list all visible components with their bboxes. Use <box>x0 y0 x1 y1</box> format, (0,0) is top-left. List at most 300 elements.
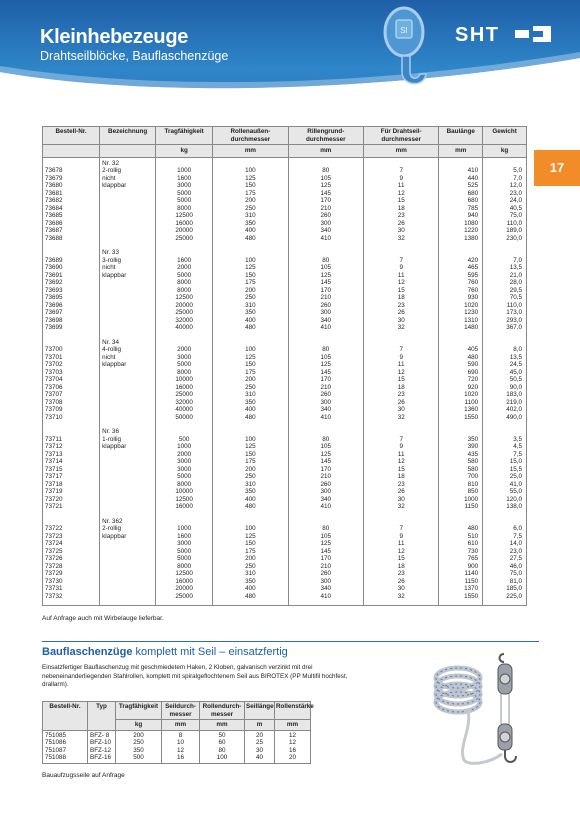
svg-text:SI: SI <box>400 26 408 35</box>
cell <box>439 157 483 247</box>
rollenaussendurchmesser: 480 <box>245 324 256 331</box>
gewicht: 7,0 <box>513 256 522 264</box>
bezeichnung: klappbar <box>102 271 127 279</box>
baulaenge: 595 <box>467 271 479 279</box>
gewicht: 14,0 <box>509 540 522 547</box>
bestell-nr: 73711 <box>45 435 63 443</box>
table-row <box>43 426 527 516</box>
baulaenge: 785 <box>467 204 479 212</box>
crane-hook-icon <box>372 0 442 100</box>
bezeichnung: Nr. 36 <box>102 428 119 435</box>
rillengrunddurchmesser: 300 <box>320 398 332 406</box>
drahtseildurchmesser: 9 <box>399 443 403 450</box>
drahtseildurchmesser: 18 <box>397 562 405 570</box>
rollendurchmesser: 50 <box>218 731 226 739</box>
tragfaehigkeit: 200 <box>133 731 144 739</box>
note-wirbelauge: Auf Anfrage auch mit Wirbelauge lieferbar. <box>42 615 164 622</box>
spacer <box>158 428 210 436</box>
drahtseildurchmesser: 12 <box>397 189 405 197</box>
drahtseildurchmesser: 32 <box>397 592 405 600</box>
baulaenge: 680 <box>467 189 479 197</box>
cell <box>43 730 88 763</box>
logo-mark-icon <box>515 26 551 42</box>
rillengrunddurchmesser: 260 <box>320 391 332 398</box>
rollenaussendurchmesser: 200 <box>245 286 256 294</box>
product-group <box>43 426 527 516</box>
tragfaehigkeit: 8000 <box>177 562 192 570</box>
cell <box>245 730 275 763</box>
bestell-nr: 73719 <box>45 488 63 495</box>
cell <box>483 426 527 516</box>
rollenaussendurchmesser: 175 <box>245 189 256 197</box>
gewicht: 189,0 <box>506 227 522 234</box>
cell <box>483 157 527 247</box>
baulaenge: 580 <box>467 458 479 465</box>
section-title-bold: Bauflaschenzüge <box>42 646 133 658</box>
seillaenge: 30 <box>255 746 263 754</box>
gewicht: 367,0 <box>506 324 522 331</box>
drahtseildurchmesser: 11 <box>397 450 405 458</box>
baulaenge: 1550 <box>464 592 479 600</box>
rillengrunddurchmesser: 210 <box>320 562 332 570</box>
baulaenge: 940 <box>467 212 479 219</box>
baulaenge: 760 <box>467 279 479 286</box>
spacer <box>45 160 97 168</box>
cell <box>213 516 288 606</box>
rollenaussendurchmesser: 310 <box>245 301 256 309</box>
rillengrunddurchmesser: 105 <box>320 353 332 361</box>
section-title-rest: komplett mit Seil – einsatzfertig <box>132 646 288 658</box>
tragfaehigkeit: 5000 <box>177 555 192 562</box>
drahtseildurchmesser: 11 <box>397 271 405 279</box>
bestell-nr: 73692 <box>45 279 63 286</box>
baulaenge: 1230 <box>464 309 479 316</box>
gewicht: 13,5 <box>509 264 522 271</box>
drahtseildurchmesser: 30 <box>397 406 405 413</box>
rollenstaerke: 12 <box>288 731 296 739</box>
product-group <box>43 337 527 427</box>
drahtseildurchmesser: 26 <box>397 398 405 406</box>
tragfaehigkeit: 10000 <box>175 376 193 383</box>
drahtseildurchmesser: 15 <box>397 465 405 473</box>
gewicht: 24,5 <box>509 361 522 368</box>
drahtseildurchmesser: 26 <box>397 577 405 585</box>
rollenaussendurchmesser: 310 <box>245 570 256 577</box>
gewicht: 225,0 <box>506 592 522 600</box>
cell <box>288 247 363 337</box>
cell <box>156 247 213 337</box>
rollenaussendurchmesser: 400 <box>245 585 256 592</box>
tragfaehigkeit: 40000 <box>175 406 193 413</box>
logo-text: SHT <box>455 24 500 46</box>
tragfaehigkeit: 10000 <box>175 488 193 495</box>
cell <box>364 337 439 427</box>
bestell-nr: 73732 <box>45 592 63 600</box>
cell <box>156 337 213 427</box>
bezeichnung: Nr. 362 <box>102 517 123 525</box>
gewicht: 75,0 <box>509 212 522 219</box>
cell <box>156 516 213 606</box>
cell <box>100 516 156 606</box>
bezeichnung: 3-rollig <box>102 256 122 264</box>
gewicht: 173,0 <box>506 309 522 316</box>
spacer <box>291 160 361 168</box>
cell <box>43 247 100 337</box>
rollenaussendurchmesser: 400 <box>245 406 256 413</box>
spacer <box>158 339 210 347</box>
bezeichnung: 2-rollig <box>102 167 122 174</box>
unit-cell: mm <box>288 145 363 158</box>
spacer <box>45 518 97 526</box>
rollenaussendurchmesser: 480 <box>245 413 256 421</box>
rillengrunddurchmesser: 170 <box>320 376 332 383</box>
bestell-nr: 73685 <box>45 212 63 219</box>
bestell-nr: 73687 <box>45 227 63 234</box>
bestell-nr: 73699 <box>45 324 63 331</box>
unit-cell <box>43 145 100 158</box>
drahtseildurchmesser: 32 <box>397 324 405 331</box>
rillengrunddurchmesser: 340 <box>320 406 332 413</box>
baulaenge: 1360 <box>464 406 479 413</box>
drahtseildurchmesser: 11 <box>397 540 405 547</box>
unit-cell: mm <box>275 720 311 731</box>
rollenaussendurchmesser: 175 <box>245 368 256 376</box>
bezeichnung: klappbar <box>102 361 127 368</box>
seillaenge: 40 <box>255 754 263 761</box>
tragfaehigkeit: 2000 <box>177 450 192 458</box>
page-subtitle: Drahtseilblöcke, Bauflaschenzüge <box>40 49 229 63</box>
cell <box>439 337 483 427</box>
cell <box>483 516 527 606</box>
rollenaussendurchmesser: 350 <box>245 309 256 316</box>
tragfaehigkeit: 25000 <box>175 234 193 242</box>
baulaenge: 1220 <box>464 227 479 234</box>
bezeichnung: Nr. 34 <box>102 338 119 346</box>
bestell-nr: 73731 <box>45 585 63 592</box>
tragfaehigkeit: 3000 <box>177 540 192 547</box>
product-group <box>43 516 527 606</box>
drahtseildurchmesser: 26 <box>397 309 405 316</box>
rollenaussendurchmesser: 200 <box>245 376 256 383</box>
drahtseildurchmesser: 11 <box>397 361 405 368</box>
cell <box>43 516 100 606</box>
rillengrunddurchmesser: 410 <box>320 413 332 421</box>
rollenaussendurchmesser: 250 <box>245 204 256 212</box>
rollenaussendurchmesser: 310 <box>245 480 256 488</box>
tragfaehigkeit: 12500 <box>175 495 193 503</box>
rillengrunddurchmesser: 145 <box>320 547 332 555</box>
unit-cell: kg <box>156 145 213 158</box>
drahtseildurchmesser: 32 <box>397 503 405 510</box>
block-and-tackle-image <box>428 650 536 768</box>
spacer <box>366 249 436 257</box>
header-tragfaehigkeit: Tragfähigkeit <box>156 127 213 145</box>
bestell-nr: 751086 <box>45 739 67 746</box>
bestell-nr: 73698 <box>45 316 63 324</box>
typ: BFZ-10 <box>90 739 111 746</box>
drahtseildurchmesser: 32 <box>397 234 405 242</box>
table-row <box>43 247 527 337</box>
cell <box>483 247 527 337</box>
bestell-nr: 73709 <box>45 406 63 413</box>
baulaenge: 730 <box>467 547 479 555</box>
spacer <box>291 428 361 436</box>
spacer <box>485 160 522 168</box>
gewicht: 13,5 <box>509 353 522 361</box>
spacer <box>485 518 522 526</box>
drahtseildurchmesser: 26 <box>397 488 405 495</box>
gewicht: 25,0 <box>509 473 522 480</box>
rollenaussendurchmesser: 200 <box>245 197 256 204</box>
rollendurchmesser: 100 <box>216 754 228 761</box>
cell <box>439 516 483 606</box>
gewicht: 40,5 <box>509 204 522 212</box>
rillengrunddurchmesser: 80 <box>322 346 330 353</box>
rillengrunddurchmesser: 145 <box>320 279 332 286</box>
bestell-nr: 751088 <box>45 754 67 761</box>
tragfaehigkeit: 20000 <box>175 585 193 592</box>
spacer <box>441 249 478 257</box>
unit-cell: mm <box>364 145 439 158</box>
unit-cell: m <box>245 720 275 731</box>
gewicht: 490,0 <box>506 413 522 421</box>
rillengrunddurchmesser: 410 <box>320 324 332 331</box>
gewicht: 41,0 <box>509 480 522 488</box>
gewicht: 90,0 <box>509 383 522 391</box>
baulaenge: 1370 <box>464 585 479 592</box>
tragfaehigkeit: 3000 <box>177 182 192 189</box>
spacer <box>215 428 285 436</box>
bestell-nr: 73710 <box>45 413 63 421</box>
tragfaehigkeit: 12500 <box>175 212 193 219</box>
rillengrunddurchmesser: 260 <box>320 480 332 488</box>
tragfaehigkeit: 3000 <box>177 458 192 465</box>
spacer <box>291 249 361 257</box>
rillengrunddurchmesser: 125 <box>320 450 332 458</box>
page-title: Kleinhebezeuge <box>40 26 189 48</box>
rillengrunddurchmesser: 260 <box>320 301 332 309</box>
spacer <box>485 339 522 347</box>
drahtseildurchmesser: 12 <box>397 547 405 555</box>
rollenaussendurchmesser: 125 <box>245 264 256 271</box>
rillengrunddurchmesser: 145 <box>320 458 332 465</box>
small-table-header-row <box>43 702 311 720</box>
baulaenge: 810 <box>467 480 479 488</box>
drahtseildurchmesser: 7 <box>399 256 403 264</box>
seildurchmesser: 10 <box>176 739 184 746</box>
small-table-row <box>43 730 311 763</box>
bestell-nr: 73715 <box>45 465 63 473</box>
bestell-nr: 73706 <box>45 383 63 391</box>
rillengrunddurchmesser: 210 <box>320 294 332 301</box>
baulaenge: 760 <box>467 286 479 294</box>
sh-seillaenge: Seillänge <box>245 702 275 720</box>
gewicht: 3,5 <box>513 435 522 443</box>
bestell-nr: 73717 <box>45 473 63 480</box>
drahtseildurchmesser: 15 <box>397 197 405 204</box>
baulaenge: 480 <box>467 525 479 532</box>
tragfaehigkeit: 5000 <box>177 473 192 480</box>
cell <box>213 337 288 427</box>
gewicht: 185,0 <box>506 585 522 592</box>
rollendurchmesser: 80 <box>218 746 226 754</box>
table-units-row <box>43 145 527 158</box>
gewicht: 27,5 <box>509 555 522 562</box>
cell <box>100 247 156 337</box>
bestell-nr: 73696 <box>45 301 63 309</box>
seillaenge: 25 <box>255 739 263 746</box>
page-header <box>0 0 580 100</box>
rollenaussendurchmesser: 175 <box>245 547 256 555</box>
page-number-tab: 17 <box>534 150 580 186</box>
drahtseildurchmesser: 9 <box>399 264 403 271</box>
baulaenge: 920 <box>467 383 479 391</box>
gewicht: 110,0 <box>506 219 522 227</box>
tragfaehigkeit: 1600 <box>177 256 192 264</box>
drahtseildurchmesser: 32 <box>397 413 405 421</box>
drahtseildurchmesser: 9 <box>399 532 403 540</box>
baulaenge: 420 <box>467 256 479 264</box>
rollenaussendurchmesser: 200 <box>245 465 256 473</box>
tragfaehigkeit: 1600 <box>177 532 192 540</box>
tragfaehigkeit: 2000 <box>177 264 192 271</box>
rollenaussendurchmesser: 400 <box>245 495 256 503</box>
rillengrunddurchmesser: 300 <box>320 577 332 585</box>
cell <box>43 337 100 427</box>
rillengrunddurchmesser: 170 <box>320 197 332 204</box>
gewicht: 7,5 <box>513 532 522 540</box>
tragfaehigkeit: 5000 <box>177 189 192 197</box>
rillengrunddurchmesser: 170 <box>320 286 332 294</box>
tragfaehigkeit: 20000 <box>175 227 193 234</box>
bestell-nr: 73689 <box>45 256 63 264</box>
spacer <box>441 160 478 168</box>
baulaenge: 720 <box>467 376 479 383</box>
rollenaussendurchmesser: 150 <box>245 540 256 547</box>
cell <box>213 157 288 247</box>
cell <box>162 730 200 763</box>
rollenaussendurchmesser: 480 <box>245 503 256 510</box>
cell <box>483 337 527 427</box>
gewicht: 55,0 <box>509 488 522 495</box>
rollenaussendurchmesser: 480 <box>245 234 256 242</box>
cell <box>288 157 363 247</box>
rollenaussendurchmesser: 350 <box>245 398 256 406</box>
rillengrunddurchmesser: 145 <box>320 368 332 376</box>
bezeichnung: 1-rollig <box>102 435 122 443</box>
gewicht: 70,5 <box>509 294 522 301</box>
rillengrunddurchmesser: 410 <box>320 592 332 600</box>
tragfaehigkeit: 1600 <box>177 174 192 182</box>
gewicht: 5,0 <box>513 167 522 174</box>
unit-cell: mm <box>439 145 483 158</box>
rollenaussendurchmesser: 250 <box>245 383 256 391</box>
tragfaehigkeit: 1000 <box>177 443 192 450</box>
gewicht: 12,0 <box>509 182 522 189</box>
tragfaehigkeit: 25000 <box>175 391 193 398</box>
rollenaussendurchmesser: 400 <box>245 227 256 234</box>
baulaenge: 440 <box>467 174 479 182</box>
tragfaehigkeit: 8000 <box>177 286 192 294</box>
bezeichnung: klappbar <box>102 182 127 189</box>
bestell-nr: 73714 <box>45 458 63 465</box>
sh-bestell-nr: Bestell-Nr. <box>43 702 88 731</box>
baulaenge: 590 <box>467 361 479 368</box>
header-bezeichnung: Bezeichnung <box>100 127 156 145</box>
baulaenge: 510 <box>467 532 479 540</box>
spacer <box>45 249 97 257</box>
cell <box>116 730 162 763</box>
tragfaehigkeit: 25000 <box>175 592 193 600</box>
sh-rollenstaerke: Rollenstärke <box>275 702 311 720</box>
rillengrunddurchmesser: 170 <box>320 465 332 473</box>
typ: BFZ-16 <box>90 754 111 761</box>
drahtseildurchmesser: 18 <box>397 383 405 391</box>
bezeichnung: klappbar <box>102 443 127 450</box>
drahtseilbloecke-table <box>42 126 527 606</box>
drahtseildurchmesser: 12 <box>397 368 405 376</box>
rollenaussendurchmesser: 150 <box>245 450 256 458</box>
note-bauaufzugsseile: Bauaufzugsseile auf Anfrage <box>42 772 125 779</box>
bestell-nr: 73718 <box>45 480 63 488</box>
bestell-nr: 73729 <box>45 570 63 577</box>
drahtseildurchmesser: 23 <box>397 570 405 577</box>
spacer <box>291 518 361 526</box>
baulaenge: 900 <box>467 562 479 570</box>
rillengrunddurchmesser: 340 <box>320 227 332 234</box>
rillengrunddurchmesser: 125 <box>320 540 332 547</box>
tragfaehigkeit: 20000 <box>175 301 193 309</box>
baulaenge: 680 <box>467 197 479 204</box>
gewicht: 402,0 <box>506 406 522 413</box>
tragfaehigkeit: 1000 <box>177 167 192 174</box>
baulaenge: 405 <box>467 346 479 353</box>
rollendurchmesser: 60 <box>218 739 226 746</box>
cell <box>100 426 156 516</box>
sh-typ: Typ <box>88 702 116 731</box>
drahtseildurchmesser: 7 <box>399 525 403 532</box>
spacer <box>158 518 210 526</box>
bestell-nr: 73728 <box>45 562 63 570</box>
drahtseildurchmesser: 26 <box>397 219 405 227</box>
rollenaussendurchmesser: 100 <box>245 346 256 353</box>
product-group <box>43 247 527 337</box>
rillengrunddurchmesser: 300 <box>320 488 332 495</box>
rillengrunddurchmesser: 300 <box>320 219 332 227</box>
table-header-row <box>43 127 527 145</box>
tragfaehigkeit: 500 <box>178 435 190 443</box>
baulaenge: 410 <box>467 167 479 174</box>
spacer <box>215 249 285 257</box>
baulaenge: 580 <box>467 465 479 473</box>
gewicht: 120,0 <box>506 495 522 503</box>
baulaenge: 610 <box>467 540 479 547</box>
bestell-nr: 73678 <box>45 167 63 174</box>
drahtseildurchmesser: 23 <box>397 480 405 488</box>
spacer <box>441 339 478 347</box>
cell <box>43 426 100 516</box>
drahtseildurchmesser: 7 <box>399 435 403 443</box>
baulaenge: 1140 <box>464 570 479 577</box>
rillengrunddurchmesser: 260 <box>320 570 332 577</box>
drahtseildurchmesser: 15 <box>397 286 405 294</box>
bestell-nr: 73707 <box>45 391 63 398</box>
rillengrunddurchmesser: 210 <box>320 204 332 212</box>
tragfaehigkeit: 8000 <box>177 368 192 376</box>
unit-cell: mm <box>162 720 200 731</box>
rillengrunddurchmesser: 210 <box>320 473 332 480</box>
cell <box>364 426 439 516</box>
